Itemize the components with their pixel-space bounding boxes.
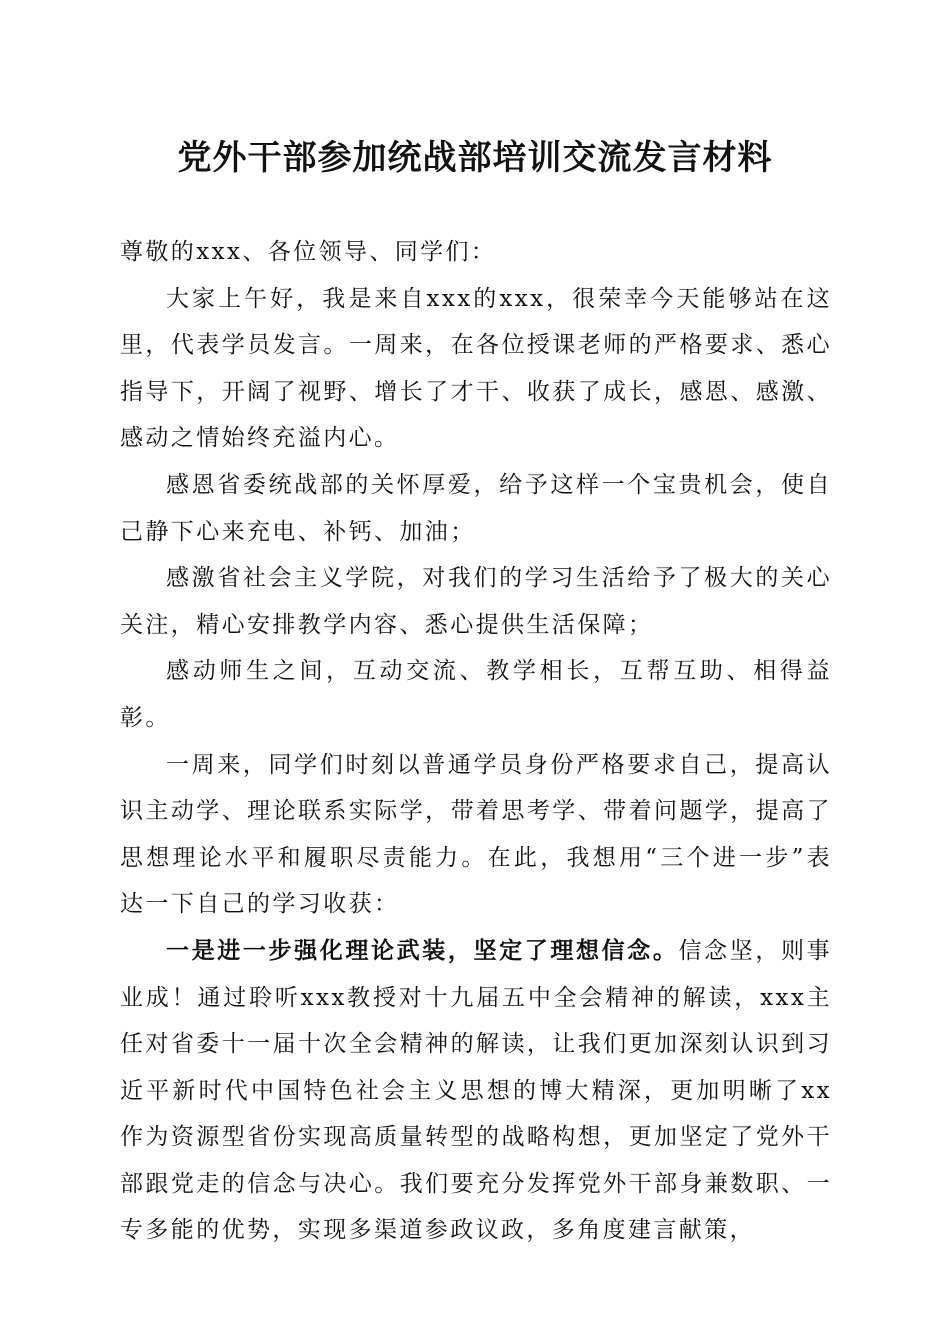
paragraph-greeting: 大家上午好，我是来自xxx的xxx，很荣幸今天能够站在这里，代表学员发言。一周来，在各位授课老师的严格要求、悉心指导下，开阔了视野、增长了才干、收获了成长，感恩、感激、感动之情始终充溢内心。	[120, 285, 832, 452]
paragraph-gratitude-socialist-institute: 感激省社会主义学院，对我们的学习生活给予了极大的关心关注，精心安排教学内容、悉心提供生活保障；	[120, 565, 832, 638]
point-one-body: 信念坚，则事业成！通过聆听xxx教授对十九届五中全会精神的解读，xxx主任对省委十一届十次全会精神的解读，让我们更加深刻认识到习近平新时代中国特色社会主义思想的博大精深，更加明晰了xx作为资源型省份实现高质量转型的战略构想，更加坚定了党外干部跟党走的信念与决心。我们要充分发挥党外干部身兼数职、一专多能的优势，实现多渠道参政议政，多角度建言献策，	[120, 937, 833, 1244]
paragraph-moved-teachers-students: 感动师生之间，互动交流、教学相长，互帮互助、相得益彰。	[120, 658, 832, 731]
paragraph-gratitude-united-front: 感恩省委统战部的关怀厚爱，给予这样一个宝贵机会，使自己静下心来充电、补钙、加油；	[120, 471, 832, 545]
paragraph-week-summary: 一周来，同学们时刻以普通学员身份严格要求自己，提高认识主动学、理论联系实际学，带着思考学、带着问题学，提高了思想理论水平和履职尽责能力。在此，我想用“三个进一步”表达一下自己的学习收获：	[120, 751, 832, 918]
point-one-heading: 一是进一步强化理论武装，坚定了理想信念。	[166, 936, 679, 964]
paragraph-point-one	[120, 928, 832, 1254]
document-title: 党外干部参加统战部培训交流发言材料	[177, 138, 773, 178]
salutation: 尊敬的xxx、各位领导、同学们：	[120, 239, 497, 265]
document-body	[120, 229, 832, 1254]
